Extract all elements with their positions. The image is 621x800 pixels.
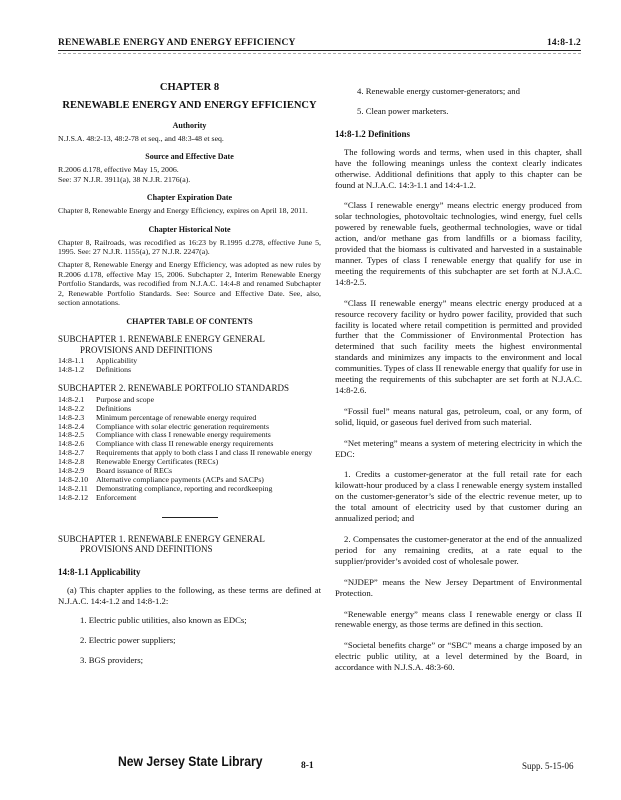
supplement-date: Supp. 5-15-06 xyxy=(522,761,574,771)
historical-text-2: Chapter 8, Renewable Energy and Energy Efficiency, was adopted as new rules by R.2006 d.178, effective May 15, 2006. Subchapter 2, Interim Renewable Energy Portfolio Standards, was recodified from N.J.A.C. 14:4-8 and renamed Subchapter 2, Renewable Portfolio Standards. See: Source and Effective Date. See, also, section annotations. xyxy=(58,260,321,308)
library-watermark: New Jersey State Library xyxy=(118,754,263,769)
expiration-text: Chapter 8, Renewable Energy and Energy Efficiency, expires on April 18, 2011. xyxy=(58,206,308,216)
toc-entry-number: 14:8-1.2 xyxy=(58,365,85,375)
definition-class-ii: “Class II renewable energy” means electric energy produced at a resource recovery facility or hydro power facility, provided that such facility is located where retail competition is permitted and provided further that the Commissioner of Environmental Protection has determined that such facility meets the highest environmental standards and minimizes any impacts to the environment and local communities. Types of class II renewable energy that qualify for use in meeting the requirements of this subchapter are set forth at N.J.A.C. 14:8-2.6. xyxy=(335,297,582,395)
toc-entry-number: 14:8-2.9 xyxy=(58,466,85,476)
toc-entry-title: Purpose and scope xyxy=(96,394,155,404)
toc-list-2 xyxy=(58,396,321,503)
toc-entry-title: Definitions xyxy=(96,403,132,413)
toc-entry-title: Demonstrating compliance, reporting and recordkeeping xyxy=(96,483,273,493)
toc-entry-title: Compliance with class II renewable energy requirements xyxy=(96,439,274,449)
authority-text: N.J.S.A. 48:2-13, 48:2-78 et seq., and 48:3-48 et seq. xyxy=(58,134,224,143)
definition-fossil-fuel: “Fossil fuel” means natural gas, petroleum, coal, or any form, of solid, liquid, or gaseous fuel derived from such material. xyxy=(335,405,582,427)
definition-class-i: “Class I renewable energy” means electric energy produced from solar technologies, photovoltaic technologies, wind energy, fuel cells powered by renewable fuels, geothermal technologies, wave or tidal action, and/or methane gas from landfills or a biomass facility, provided that the biomass is cultivated and harvested in a sustainable manner. Types of class I renewable energy that qualify for use in meeting the requirements of this subchapter are set forth at N.J.A.C. 14:8-2.5. xyxy=(335,200,582,287)
definitions-intro: The following words and terms, when used in this chapter, shall have the following meanings unless the context clearly indicates otherwise. Additional definitions that apply to this chapter can be found at N.J.A.C. 14:3-1.1 and 14:4-1.2. xyxy=(335,146,582,190)
subchapter-1-heading xyxy=(58,534,321,555)
toc-entry[interactable] xyxy=(58,366,321,375)
toc-subchapter-1-line1: SUBCHAPTER 1. RENEWABLE ENERGY GENERAL xyxy=(58,334,265,345)
toc-heading: CHAPTER TABLE OF CONTENTS xyxy=(126,317,253,327)
source-text-2: See: 37 N.J.R. 3911(a), 38 N.J.R. 2176(a). xyxy=(58,174,191,184)
section-definitions-heading: 14:8-1.2 Definitions xyxy=(335,128,410,139)
source-heading: Source and Effective Date xyxy=(145,152,234,162)
definition-njdep: “NJDEP” means the New Jersey Department of Environmental Protection. xyxy=(335,576,582,598)
header-rule xyxy=(58,53,581,54)
authority-heading: Authority xyxy=(172,121,207,130)
historical-heading: Chapter Historical Note xyxy=(148,224,231,234)
definition-sbc: “Societal benefits charge” or “SBC” means a charge imposed by an electric public utility, at a level determined by the Board, in accordance with N.J.S.A. 48:3-60. xyxy=(335,640,582,673)
running-header xyxy=(58,38,581,51)
source-text-1: R.2006 d.178, effective May 15, 2006. xyxy=(58,165,179,175)
section-divider xyxy=(162,517,218,518)
definition-net-metering: “Net metering” means a system of metering electricity in which the EDC: xyxy=(335,437,582,459)
applicability-item: 1. Electric public utilities, also known as EDCs; xyxy=(80,615,247,626)
toc-entry-title: Applicability xyxy=(96,356,138,366)
chapter-number: CHAPTER 8 xyxy=(159,82,220,93)
applicability-item: 3. BGS providers; xyxy=(80,655,143,666)
toc-entry-title: Compliance with class I renewable energy requirements xyxy=(96,430,271,440)
definition-renewable-energy: “Renewable energy” means class I renewable energy or class II renewable energy, as those terms are defined in this section. xyxy=(335,608,582,630)
chapter-title: RENEWABLE ENERGY AND ENERGY EFFICIENCY xyxy=(62,100,317,111)
toc-entry-number: 14:8-2.6 xyxy=(58,439,85,449)
toc-entry-number: 14:8-2.1 xyxy=(58,394,85,404)
toc-entry-title: Alternative compliance payments (ACPs and SACPs) xyxy=(96,474,264,484)
subchapter-1-heading-line2: PROVISIONS AND DEFINITIONS xyxy=(80,544,213,555)
toc-entry-number: 14:8-2.4 xyxy=(58,421,85,431)
toc-entry-title: Renewable Energy Certificates (RECs) xyxy=(96,457,219,467)
toc-entry-number: 14:8-2.5 xyxy=(58,430,85,440)
toc-entry-number: 14:8-2.11 xyxy=(58,483,88,493)
applicability-item: 5. Clean power marketers. xyxy=(357,105,449,116)
toc-subchapter-1-line2: PROVISIONS AND DEFINITIONS xyxy=(80,344,213,355)
toc-entry-title: Board issuance of RECs xyxy=(96,466,173,476)
historical-text-1: Chapter 8, Railroads, was recodified as 16:23 by R.1995 d.278, effective June 5, 1995. See: 27 N.J.R. 1155(a), 27 N.J.R. 2247(a). xyxy=(58,237,321,257)
net-metering-item-2: 2. Compensates the customer-generator at the end of the annualized period for any remaining credits, at a rate equal to the supplier/provider’s avoided cost of wholesale power. xyxy=(335,534,582,566)
applicability-text: (a) This chapter applies to the following, as these terms are defined at N.J.A.C. 14:4-1.2 and 14:8-1.2: xyxy=(58,584,321,606)
toc-entry-number: 14:8-2.7 xyxy=(58,448,85,458)
toc-entry-number: 14:8-1.1 xyxy=(58,356,85,366)
section-applicability-heading: 14:8-1.1 Applicability xyxy=(58,566,141,577)
toc-subchapter-2: SUBCHAPTER 2. RENEWABLE PORTFOLIO STANDARDS xyxy=(58,383,290,394)
expiration-heading: Chapter Expiration Date xyxy=(146,193,233,203)
applicability-item: 2. Electric power suppliers; xyxy=(80,635,176,646)
toc-entry[interactable] xyxy=(58,494,321,503)
applicability-item: 4. Renewable energy customer-generators; and xyxy=(357,86,520,96)
left-column xyxy=(58,80,321,666)
running-header-title: RENEWABLE ENERGY AND ENERGY EFFICIENCY xyxy=(58,38,296,48)
toc-entry-number: 14:8-2.8 xyxy=(58,457,85,467)
toc-subchapter-1 xyxy=(58,334,321,355)
toc-entry-number: 14:8-2.10 xyxy=(58,474,89,484)
toc-entry-title: Definitions xyxy=(96,365,132,375)
toc-entry-number: 14:8-2.12 xyxy=(58,492,89,502)
toc-entry-title: Enforcement xyxy=(96,492,137,502)
toc-entry-number: 14:8-2.3 xyxy=(58,412,85,422)
subchapter-1-heading-line1: SUBCHAPTER 1. RENEWABLE ENERGY GENERAL xyxy=(58,533,265,544)
toc-entry-title: Minimum percentage of renewable energy required xyxy=(96,412,257,422)
toc-entry-number: 14:8-2.2 xyxy=(58,403,85,413)
right-column xyxy=(335,80,582,673)
toc-entry-title: Compliance with solar electric generation requirements xyxy=(96,421,269,431)
running-header-section: 14:8-1.2 xyxy=(546,38,581,48)
toc-list-1 xyxy=(58,357,321,375)
toc-entry-title: Requirements that apply to both class I and class II renewable energy xyxy=(96,448,313,458)
net-metering-item-1: 1. Credits a customer-generator at the full retail rate for each kilowatt-hour produced by a class I renewable energy system installed on the customer-generator’s side of the electric revenue meter, up to the total amount of electricity used by that customer during an annualized period; and xyxy=(335,469,582,524)
page-number: 8-1 xyxy=(301,761,314,771)
